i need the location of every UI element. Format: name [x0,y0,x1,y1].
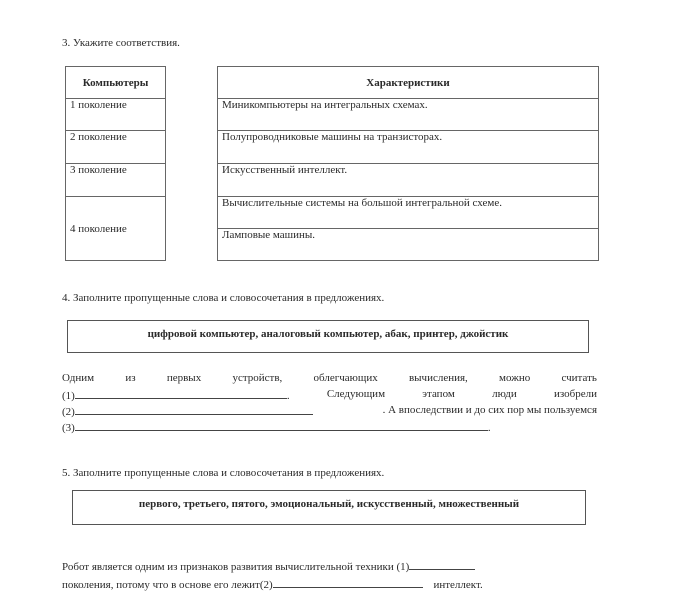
computers-header: Компьютеры [66,67,166,99]
sentence-text: интеллект. [433,579,483,591]
characteristic-cell: Ламповые машины. [218,229,599,261]
word: изобрели [553,388,597,400]
task3-title: 3. Укажите соответствия. [62,37,180,49]
task5-word-bank: первого, третьего, пятого, эмоциональный, искусственный, множественный [72,490,586,525]
word: Одним [62,372,95,384]
sentence-text: поколения, потому что в основе его лежит(2) [62,579,273,591]
sentence-text: Робот является одним из признаков развития вычислительной техники (1) [62,561,410,573]
word: из [125,372,136,384]
characteristic-cell: Вычислительные системы на большой интегральной схеме. [218,197,599,229]
blank-1[interactable] [75,388,287,399]
task4-word-bank: цифровой компьютер, аналоговый компьютер, абак, принтер, джойстик [67,320,589,353]
task4-title: 4. Заполните пропущенные слова и словосочетания в предложениях. [62,292,385,304]
task4-line1 [62,372,597,384]
blank-1[interactable] [409,559,475,570]
generation-cell: 2 поколение [66,131,166,164]
generation-cell: 3 поколение [66,164,166,197]
task5-title: 5. Заполните пропущенные слова и словосочетания в предложениях. [62,467,385,479]
blank-3[interactable] [75,420,488,431]
blank-label: (2) [62,406,75,418]
task4-line3 [62,404,597,418]
sentence-text: . А впоследствии и до сих пор мы пользуемся [382,404,597,416]
task5-line1 [62,559,475,573]
task4-line4: (3) . [62,422,491,434]
characteristic-cell: Искусственный интеллект. [218,164,599,197]
word: этапом [422,388,455,400]
task4-line2: (1) . Следующим этапом люди изобрели [62,388,597,402]
blank-2[interactable] [75,404,313,415]
computers-table [65,66,166,261]
characteristics-table [217,66,599,261]
characteristic-cell: Миникомпьютеры на интегральных схемах. [218,99,599,131]
blank-label: (1) [62,390,75,402]
word: считать [561,372,597,384]
word: люди [492,388,517,400]
word: вычисления, [408,372,468,384]
word: облегчающих [313,372,378,384]
blank-2[interactable] [273,577,423,588]
word: первых [166,372,202,384]
task5-line2 [62,577,483,591]
generation-cell: 1 поколение [66,99,166,131]
word: можно [499,372,531,384]
generation-cell: 4 поколение [66,197,166,261]
characteristics-header: Характеристики [218,67,599,99]
blank-label: (3) [62,422,75,434]
characteristic-cell: Полупроводниковые машины на транзисторах. [218,131,599,164]
word: устройств, [232,372,283,384]
word: Следующим [326,388,386,400]
